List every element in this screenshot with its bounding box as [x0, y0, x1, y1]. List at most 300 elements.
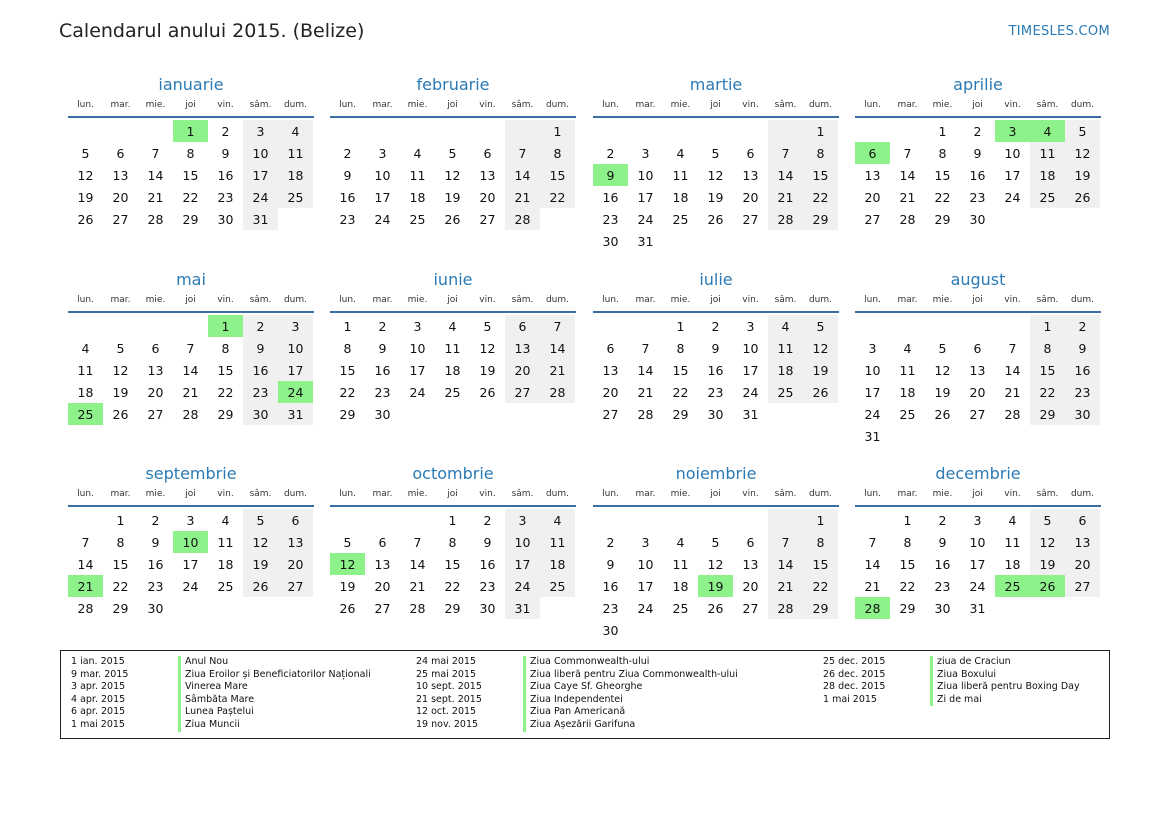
- day-cell: 17: [374, 189, 391, 205]
- day-cell: 12: [444, 167, 461, 183]
- holiday-date: 10 sept. 2015: [416, 681, 482, 693]
- day-cell: 6: [483, 145, 492, 161]
- day-cell: 18: [899, 384, 916, 400]
- day-cell: 5: [803, 315, 838, 337]
- day-cell: 22: [934, 189, 951, 205]
- day-cell: 20: [742, 578, 759, 594]
- day-cell: 22: [672, 384, 689, 400]
- day-cell: 9: [151, 534, 160, 550]
- day-cell: 26: [934, 406, 951, 422]
- day-cell: 4: [448, 318, 457, 334]
- day-cell: 13: [505, 337, 540, 359]
- day-cell: 15: [934, 167, 951, 183]
- day-cell: 30: [969, 211, 986, 227]
- month-name: iunie: [433, 270, 473, 289]
- day-cell: 31: [742, 406, 759, 422]
- day-cell: 23: [969, 189, 986, 205]
- holiday-name: Ziua Eroilor și Beneficiatorilor Naționali: [178, 669, 371, 682]
- day-cell: 29: [934, 211, 951, 227]
- holiday-day: 4: [1030, 120, 1065, 142]
- empty-cell: [628, 120, 663, 142]
- days-grid: [330, 120, 576, 230]
- day-cell: 29: [803, 597, 838, 619]
- weekday-label: lun.: [602, 295, 619, 305]
- day-cell: 2: [378, 318, 387, 334]
- day-cell: 14: [768, 164, 803, 186]
- day-cell: 17: [1004, 167, 1021, 183]
- day-cell: 28: [147, 211, 164, 227]
- day-cell: 20: [602, 384, 619, 400]
- weekday-label: vin.: [1004, 100, 1021, 110]
- day-cell: 4: [278, 120, 313, 142]
- empty-cell: [330, 509, 365, 531]
- day-cell: 27: [969, 406, 986, 422]
- day-cell: 6: [378, 534, 387, 550]
- holiday-day: 1: [173, 120, 208, 142]
- weekday-label: mar.: [372, 295, 393, 305]
- page-title: Calendarul anului 2015. (Belize): [59, 20, 365, 42]
- weekday-label: mar.: [110, 100, 131, 110]
- holiday-legend: [60, 650, 1110, 739]
- holiday-date: 1 ian. 2015: [71, 656, 125, 667]
- day-cell: 22: [217, 384, 234, 400]
- empty-cell: [103, 315, 138, 337]
- day-cell: 10: [1004, 145, 1021, 161]
- day-cell: 9: [243, 337, 278, 359]
- day-cell: 17: [864, 384, 881, 400]
- day-cell: 7: [540, 315, 575, 337]
- day-cell: 26: [1065, 186, 1100, 208]
- empty-cell: [505, 120, 540, 142]
- day-cell: 8: [938, 145, 947, 161]
- empty-cell: [855, 315, 890, 337]
- day-cell: 27: [147, 406, 164, 422]
- day-cell: 5: [448, 145, 457, 161]
- weekday-label: mar.: [635, 295, 656, 305]
- weekday-label: joi: [710, 100, 721, 110]
- weekday-label: dum.: [1070, 100, 1095, 110]
- day-cell: 30: [602, 233, 619, 249]
- day-cell: 3: [505, 509, 540, 531]
- day-cell: 26: [707, 600, 724, 616]
- empty-cell: [138, 120, 173, 142]
- day-cell: 3: [641, 534, 650, 550]
- day-cell: 2: [938, 512, 947, 528]
- day-cell: 13: [742, 556, 759, 572]
- day-cell: 18: [444, 362, 461, 378]
- day-cell: 1: [676, 318, 685, 334]
- day-cell: 16: [243, 359, 278, 381]
- day-cell: 1: [803, 509, 838, 531]
- days-grid: [855, 120, 1101, 230]
- day-cell: 17: [969, 556, 986, 572]
- day-cell: 10: [243, 142, 278, 164]
- day-cell: 15: [112, 556, 129, 572]
- weekday-label: lun.: [602, 100, 619, 110]
- day-cell: 22: [540, 186, 575, 208]
- day-cell: 19: [934, 384, 951, 400]
- day-cell: 2: [606, 534, 615, 550]
- day-cell: 20: [147, 384, 164, 400]
- day-cell: 27: [742, 600, 759, 616]
- weekday-label: mie.: [670, 489, 691, 499]
- day-cell: 9: [1065, 337, 1100, 359]
- weekday-label: lun.: [77, 295, 94, 305]
- holiday-date: 1 mai 2015: [823, 693, 877, 705]
- day-cell: 26: [112, 406, 129, 422]
- day-cell: 25: [672, 600, 689, 616]
- day-cell: 19: [707, 189, 724, 205]
- day-cell: 3: [746, 318, 755, 334]
- empty-cell: [138, 315, 173, 337]
- day-cell: 25: [768, 381, 803, 403]
- day-cell: 29: [444, 600, 461, 616]
- day-cell: 6: [1065, 509, 1100, 531]
- day-cell: 5: [483, 318, 492, 334]
- empty-cell: [768, 120, 803, 142]
- day-cell: 5: [938, 340, 947, 356]
- empty-cell: [960, 315, 995, 337]
- holiday-date: 24 mai 2015: [416, 656, 477, 667]
- holiday-name: Zi de mai: [930, 694, 982, 707]
- empty-cell: [173, 315, 208, 337]
- day-cell: 12: [934, 362, 951, 378]
- day-cell: 29: [112, 600, 129, 616]
- day-cell: 2: [483, 512, 492, 528]
- weekday-label: lun.: [77, 100, 94, 110]
- day-cell: 13: [969, 362, 986, 378]
- day-cell: 23: [602, 211, 619, 227]
- day-cell: 7: [186, 340, 195, 356]
- empty-cell: [628, 315, 663, 337]
- day-cell: 15: [540, 164, 575, 186]
- month-name: mai: [176, 270, 206, 289]
- day-cell: 6: [606, 340, 615, 356]
- day-cell: 28: [768, 597, 803, 619]
- weekday-label: mar.: [110, 295, 131, 305]
- day-cell: 7: [768, 531, 803, 553]
- day-cell: 26: [803, 381, 838, 403]
- day-cell: 11: [672, 167, 689, 183]
- day-cell: 16: [374, 362, 391, 378]
- day-cell: 30: [147, 600, 164, 616]
- day-cell: 5: [81, 145, 90, 161]
- weekday-label: dum.: [545, 489, 570, 499]
- empty-cell: [400, 509, 435, 531]
- days-grid: [330, 509, 576, 619]
- weekday-header: [855, 487, 1101, 507]
- day-cell: 25: [278, 186, 313, 208]
- day-cell: 17: [243, 164, 278, 186]
- month-februarie: [330, 74, 576, 230]
- day-cell: 28: [768, 208, 803, 230]
- day-cell: 13: [112, 167, 129, 183]
- day-cell: 4: [768, 315, 803, 337]
- weekday-label: sâm.: [511, 489, 534, 499]
- weekday-label: mie.: [932, 295, 953, 305]
- weekday-label: joi: [972, 100, 983, 110]
- day-cell: 21: [864, 578, 881, 594]
- month-septembrie: [68, 463, 314, 619]
- day-cell: 25: [899, 406, 916, 422]
- day-cell: 2: [343, 145, 352, 161]
- day-cell: 16: [969, 167, 986, 183]
- weekday-label: mie.: [407, 100, 428, 110]
- weekday-label: vin.: [479, 295, 496, 305]
- day-cell: 1: [116, 512, 125, 528]
- day-cell: 22: [444, 578, 461, 594]
- days-grid: [593, 315, 839, 425]
- day-cell: 8: [903, 534, 912, 550]
- holiday-name: Anul Nou: [178, 656, 228, 669]
- empty-cell: [855, 509, 890, 531]
- day-cell: 18: [409, 189, 426, 205]
- weekday-label: lun.: [864, 295, 881, 305]
- day-cell: 11: [1030, 142, 1065, 164]
- day-cell: 28: [409, 600, 426, 616]
- month-name: iulie: [699, 270, 733, 289]
- day-cell: 1: [540, 120, 575, 142]
- day-cell: 28: [182, 406, 199, 422]
- day-cell: 24: [182, 578, 199, 594]
- day-cell: 26: [707, 211, 724, 227]
- day-cell: 27: [1065, 575, 1100, 597]
- day-cell: 21: [768, 575, 803, 597]
- day-cell: 26: [339, 600, 356, 616]
- day-cell: 13: [278, 531, 313, 553]
- day-cell: 1: [938, 123, 947, 139]
- empty-cell: [68, 509, 103, 531]
- day-cell: 8: [448, 534, 457, 550]
- day-cell: 22: [112, 578, 129, 594]
- day-cell: 5: [343, 534, 352, 550]
- day-cell: 11: [768, 337, 803, 359]
- weekday-label: dum.: [283, 295, 308, 305]
- day-cell: 9: [938, 534, 947, 550]
- day-cell: 2: [151, 512, 160, 528]
- holiday-name: Sâmbăta Mare: [178, 694, 254, 707]
- day-cell: 13: [742, 167, 759, 183]
- days-grid: [330, 315, 576, 425]
- day-cell: 12: [707, 167, 724, 183]
- day-cell: 25: [409, 211, 426, 227]
- weekday-header: [855, 98, 1101, 118]
- month-name: aprilie: [953, 75, 1003, 94]
- day-cell: 26: [77, 211, 94, 227]
- weekday-label: mar.: [635, 489, 656, 499]
- empty-cell: [68, 315, 103, 337]
- holiday-date: 21 sept. 2015: [416, 693, 482, 705]
- holiday-date: 9 mar. 2015: [71, 668, 129, 680]
- day-cell: 19: [803, 359, 838, 381]
- day-cell: 14: [864, 556, 881, 572]
- month-iulie: [593, 269, 839, 425]
- empty-cell: [768, 509, 803, 531]
- day-cell: 10: [409, 340, 426, 356]
- day-cell: 20: [112, 189, 129, 205]
- day-cell: 20: [374, 578, 391, 594]
- day-cell: 27: [602, 406, 619, 422]
- day-cell: 24: [864, 406, 881, 422]
- day-cell: 5: [1065, 120, 1100, 142]
- day-cell: 28: [1004, 406, 1021, 422]
- empty-cell: [435, 120, 470, 142]
- day-cell: 5: [1030, 509, 1065, 531]
- day-cell: 11: [540, 531, 575, 553]
- legend-column: [823, 656, 1080, 706]
- day-cell: 29: [182, 211, 199, 227]
- day-cell: 12: [479, 340, 496, 356]
- day-cell: 16: [934, 556, 951, 572]
- day-cell: 3: [278, 315, 313, 337]
- days-grid: [68, 120, 314, 230]
- weekday-label: lun.: [339, 489, 356, 499]
- empty-cell: [593, 509, 628, 531]
- holiday-date: 26 dec. 2015: [823, 668, 886, 680]
- day-cell: 22: [1030, 381, 1065, 403]
- day-cell: 24: [374, 211, 391, 227]
- weekday-header: [593, 293, 839, 313]
- day-cell: 28: [540, 381, 575, 403]
- weekday-label: mie.: [670, 295, 691, 305]
- day-cell: 25: [217, 578, 234, 594]
- weekday-label: sâm.: [511, 295, 534, 305]
- weekday-header: [68, 293, 314, 313]
- holiday-date: 12 oct. 2015: [416, 706, 477, 718]
- day-cell: 31: [864, 428, 881, 444]
- day-cell: 4: [413, 145, 422, 161]
- day-cell: 23: [1065, 381, 1100, 403]
- holiday-name: Lunea Paștelui: [178, 706, 254, 719]
- weekday-label: vin.: [742, 295, 759, 305]
- day-cell: 12: [77, 167, 94, 183]
- day-cell: 6: [505, 315, 540, 337]
- day-cell: 10: [278, 337, 313, 359]
- day-cell: 9: [221, 145, 230, 161]
- legend-row: [71, 669, 371, 682]
- day-cell: 23: [707, 384, 724, 400]
- day-cell: 13: [602, 362, 619, 378]
- holiday-day: 28: [855, 597, 890, 619]
- day-cell: 18: [77, 384, 94, 400]
- day-cell: 30: [934, 600, 951, 616]
- month-name: octombrie: [412, 464, 494, 483]
- day-cell: 12: [707, 556, 724, 572]
- day-cell: 7: [413, 534, 422, 550]
- holiday-day: 12: [330, 553, 365, 575]
- day-cell: 17: [505, 553, 540, 575]
- day-cell: 25: [672, 211, 689, 227]
- weekday-label: dum.: [808, 489, 833, 499]
- holiday-day: 9: [593, 164, 628, 186]
- month-name: noiembrie: [675, 464, 757, 483]
- legend-row: [823, 694, 1080, 707]
- day-cell: 10: [742, 340, 759, 356]
- day-cell: 23: [479, 578, 496, 594]
- weekday-header: [855, 293, 1101, 313]
- empty-cell: [470, 120, 505, 142]
- day-cell: 7: [868, 534, 877, 550]
- day-cell: 11: [1004, 534, 1021, 550]
- weekday-label: mie.: [670, 100, 691, 110]
- day-cell: 31: [637, 233, 654, 249]
- empty-cell: [365, 509, 400, 531]
- weekday-label: vin.: [217, 295, 234, 305]
- day-cell: 4: [676, 145, 685, 161]
- holiday-date: 6 apr. 2015: [71, 706, 126, 718]
- holiday-name: ziua de Craciun: [930, 656, 1011, 669]
- day-cell: 8: [221, 340, 230, 356]
- holiday-day: 3: [995, 120, 1030, 142]
- weekday-label: mie.: [145, 295, 166, 305]
- empty-cell: [698, 509, 733, 531]
- day-cell: 15: [1030, 359, 1065, 381]
- day-cell: 3: [378, 145, 387, 161]
- weekday-label: sâm.: [774, 489, 797, 499]
- day-cell: 15: [899, 556, 916, 572]
- weekday-label: mar.: [897, 100, 918, 110]
- weekday-label: sâm.: [1036, 489, 1059, 499]
- day-cell: 4: [1008, 512, 1017, 528]
- day-cell: 15: [217, 362, 234, 378]
- day-cell: 3: [641, 145, 650, 161]
- day-cell: 2: [711, 318, 720, 334]
- day-cell: 30: [707, 406, 724, 422]
- day-cell: 8: [676, 340, 685, 356]
- day-cell: 28: [77, 600, 94, 616]
- day-cell: 16: [217, 167, 234, 183]
- empty-cell: [890, 315, 925, 337]
- legend-row: [71, 681, 371, 694]
- weekday-label: vin.: [479, 489, 496, 499]
- day-cell: 27: [742, 211, 759, 227]
- empty-cell: [663, 509, 698, 531]
- day-cell: 30: [243, 403, 278, 425]
- legend-row: [416, 681, 738, 694]
- day-cell: 9: [483, 534, 492, 550]
- day-cell: 1: [448, 512, 457, 528]
- day-cell: 15: [803, 164, 838, 186]
- day-cell: 13: [864, 167, 881, 183]
- day-cell: 18: [1030, 164, 1065, 186]
- legend-row: [71, 656, 371, 669]
- day-cell: 7: [1008, 340, 1017, 356]
- holiday-date: 25 dec. 2015: [823, 656, 886, 667]
- day-cell: 18: [672, 189, 689, 205]
- day-cell: 19: [1030, 553, 1065, 575]
- day-cell: 8: [803, 531, 838, 553]
- day-cell: 23: [602, 600, 619, 616]
- site-link[interactable]: TIMESLES.COM: [1008, 24, 1110, 39]
- day-cell: 8: [1030, 337, 1065, 359]
- day-cell: 23: [243, 381, 278, 403]
- weekday-label: dum.: [283, 489, 308, 499]
- empty-cell: [663, 120, 698, 142]
- month-octombrie: [330, 463, 576, 619]
- holiday-name: Ziua Muncii: [178, 719, 240, 732]
- legend-column: [416, 656, 738, 732]
- day-cell: 16: [602, 578, 619, 594]
- day-cell: 29: [899, 600, 916, 616]
- weekday-label: joi: [447, 489, 458, 499]
- day-cell: 4: [903, 340, 912, 356]
- weekday-label: lun.: [864, 100, 881, 110]
- weekday-label: dum.: [808, 100, 833, 110]
- day-cell: 15: [803, 553, 838, 575]
- day-cell: 9: [711, 340, 720, 356]
- holiday-name: Ziua Caye Sf. Gheorghe: [523, 681, 642, 694]
- empty-cell: [698, 120, 733, 142]
